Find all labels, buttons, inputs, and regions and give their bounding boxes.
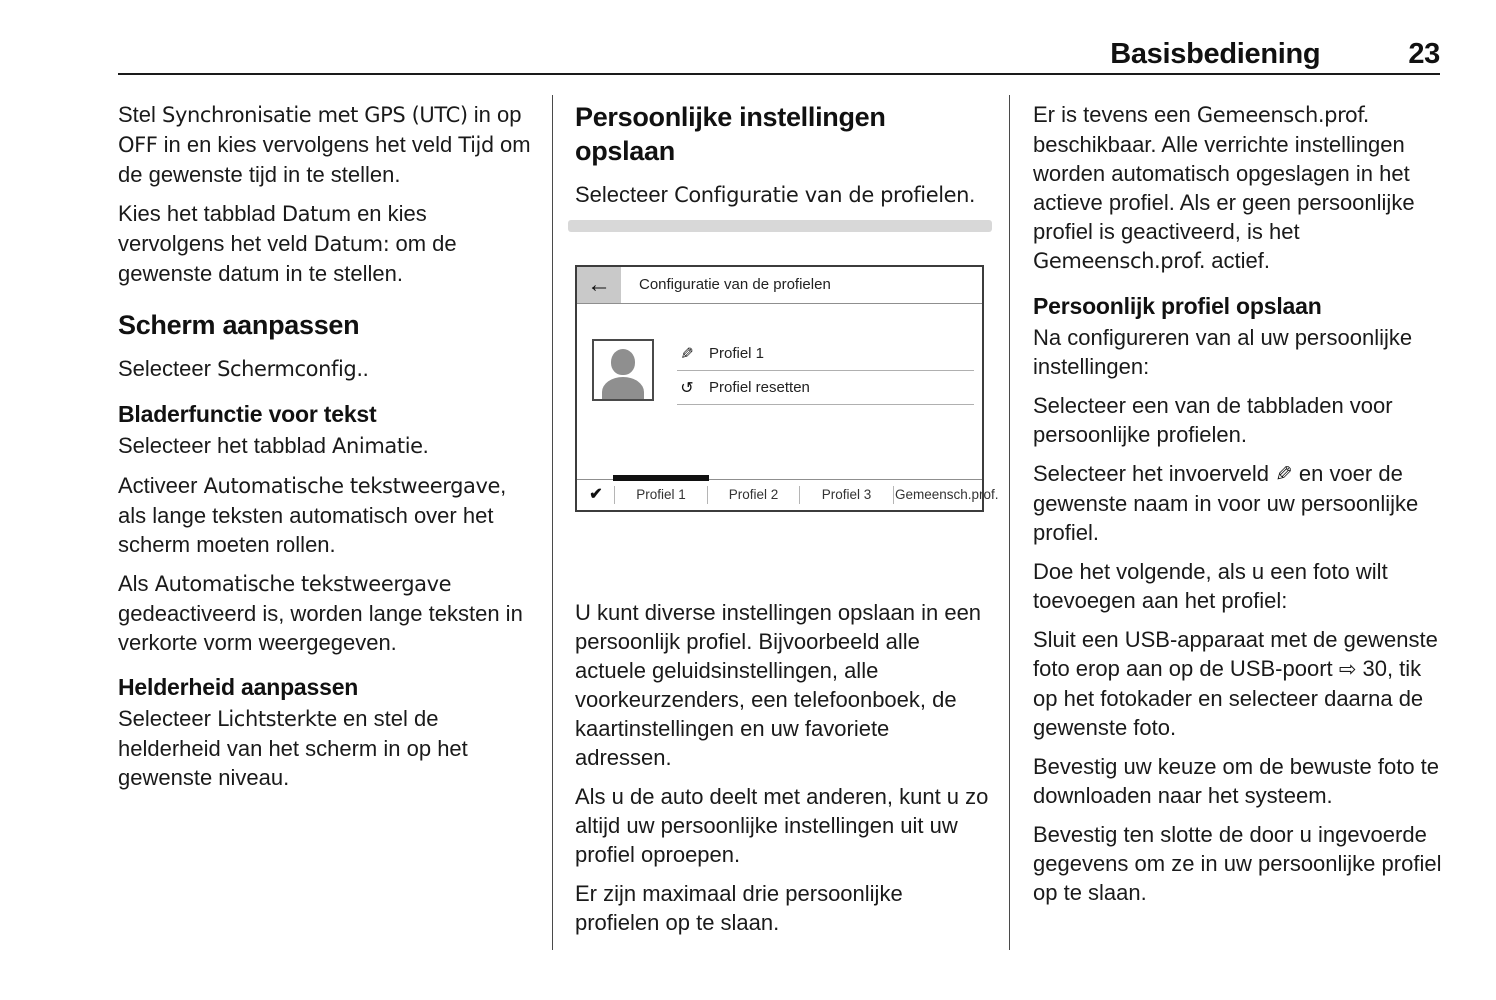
profile-menu — [677, 337, 974, 405]
tab-separator — [614, 486, 615, 504]
reset-icon: ↺ — [680, 379, 694, 397]
header-rule — [118, 73, 1440, 75]
tab-separator — [893, 486, 894, 504]
paragraph: Doe het volgende, als u een foto wilt toevoegen aan het profiel: — [1033, 559, 1388, 613]
screen-header — [577, 267, 982, 304]
edit-pencil-icon: ✎ — [680, 345, 694, 363]
tab-separator — [799, 486, 800, 504]
paragraph: Als Automatische tekstweergave gedeactiveerd is, worden lange teksten in verkorte vorm weergegeven. — [118, 571, 523, 655]
figure-top-strip — [568, 220, 992, 232]
profile-reset-item[interactable] — [677, 371, 974, 405]
profile-name-label: Profiel 1 — [709, 345, 765, 362]
paragraph: Er is tevens een Gemeensch.prof. beschikbaar. Alle verrichte instellingen worden automatisch opgeslagen in het actieve profiel. Als er geen persoonlijke profiel is geactiveerd, is het Gemeensch.prof. actief. — [1033, 102, 1415, 273]
paragraph: Er zijn maximaal drie persoonlijke profielen op te slaan. — [575, 881, 903, 935]
figure-profile-configuration — [575, 220, 999, 572]
paragraph: Stel Synchronisatie met GPS (UTC) in op OFF in en kies vervolgens het veld Tijd om de gewenste tijd in te stellen. — [118, 102, 531, 187]
paragraph: Selecteer het tabblad Animatie. — [118, 433, 429, 458]
paragraph: Bevestig ten slotte de door u ingevoerde gegevens om ze in uw persoonlijke profiel op te slaan. — [1033, 822, 1442, 905]
tab-profiel-1[interactable]: Profiel 1 — [617, 487, 705, 502]
column-left — [118, 100, 532, 802]
section-heading: Persoonlijke instellingen opslaan — [575, 102, 886, 166]
paragraph: Activeer Automatische tekstweergave, als lange teksten automatisch over het scherm moeten rollen. — [118, 473, 507, 557]
avatar-icon — [602, 377, 644, 401]
tab-gemeensch-prof[interactable]: Gemeensch.prof. — [895, 487, 999, 502]
paragraph: Kies het tabblad Datum en kies vervolgens het veld Datum: om de gewenste datum in te stellen. — [118, 201, 457, 286]
column-right — [1033, 100, 1446, 917]
column-divider — [1009, 95, 1010, 950]
paragraph: Selecteer een van de tabbladen voor persoonlijke profielen. — [1033, 393, 1393, 447]
infotainment-screen — [575, 265, 999, 512]
paragraph: Selecteer het invoerveld ✎ en voer de gewenste naam in voor uw persoonlijke profiel. — [1033, 461, 1419, 545]
profile-name-field[interactable] — [677, 337, 974, 371]
section-heading: Scherm aanpassen — [118, 310, 360, 340]
subsection-heading: Persoonlijk profiel opslaan — [1033, 293, 1322, 319]
paragraph: Sluit een USB-apparaat met de gewenste foto erop aan op de USB-poort ⇨ 30, tik op het fotokader en selecteer daarna de gewenste foto. — [1033, 627, 1438, 740]
tab-bar — [577, 479, 999, 510]
check-icon: ✔ — [589, 486, 603, 503]
page-number: 23 — [1408, 38, 1440, 70]
tab-profiel-2[interactable]: Profiel 2 — [728, 487, 779, 502]
column-divider — [552, 95, 553, 950]
paragraph: Als u de auto deelt met anderen, kunt u zo altijd uw persoonlijke instellingen uit uw profiel oproepen. — [575, 784, 989, 867]
chapter-title: Basisbediening — [1110, 38, 1321, 70]
column-middle — [575, 100, 999, 947]
profile-reset-label: Profiel resetten — [709, 379, 810, 396]
profile-photo-frame[interactable] — [592, 339, 654, 401]
paragraph: U kunt diverse instellingen opslaan in een persoonlijk profiel. Bijvoorbeeld alle actuele geluidsinstellingen, alle voorkeurzenders, een telefoonboek, de kaartinstellingen en uw favoriete adressen. — [575, 600, 982, 770]
tab-profiel-3[interactable]: Profiel 3 — [821, 487, 872, 502]
subsection-heading: Helderheid aanpassen — [118, 674, 359, 700]
back-arrow-icon: ← — [587, 271, 611, 298]
subsection-heading: Bladerfunctie voor tekst — [118, 401, 377, 427]
paragraph: Bevestig uw keuze om de bewuste foto te downloaden naar het systeem. — [1033, 754, 1440, 808]
paragraph: Selecteer Schermconfig.. — [118, 356, 369, 381]
paragraph: Selecteer Configuratie van de profielen. — [575, 182, 976, 207]
back-button[interactable] — [577, 267, 621, 303]
tab-separator — [707, 486, 708, 504]
running-header — [118, 38, 1440, 71]
screen-title: Configuratie van de profielen — [639, 276, 831, 293]
avatar-icon — [611, 349, 635, 375]
paragraph: Na configureren van al uw persoonlijke instellingen: — [1033, 325, 1413, 379]
paragraph: Selecteer Lichtsterkte en stel de helderheid van het scherm in op het gewenste niveau. — [118, 706, 468, 790]
